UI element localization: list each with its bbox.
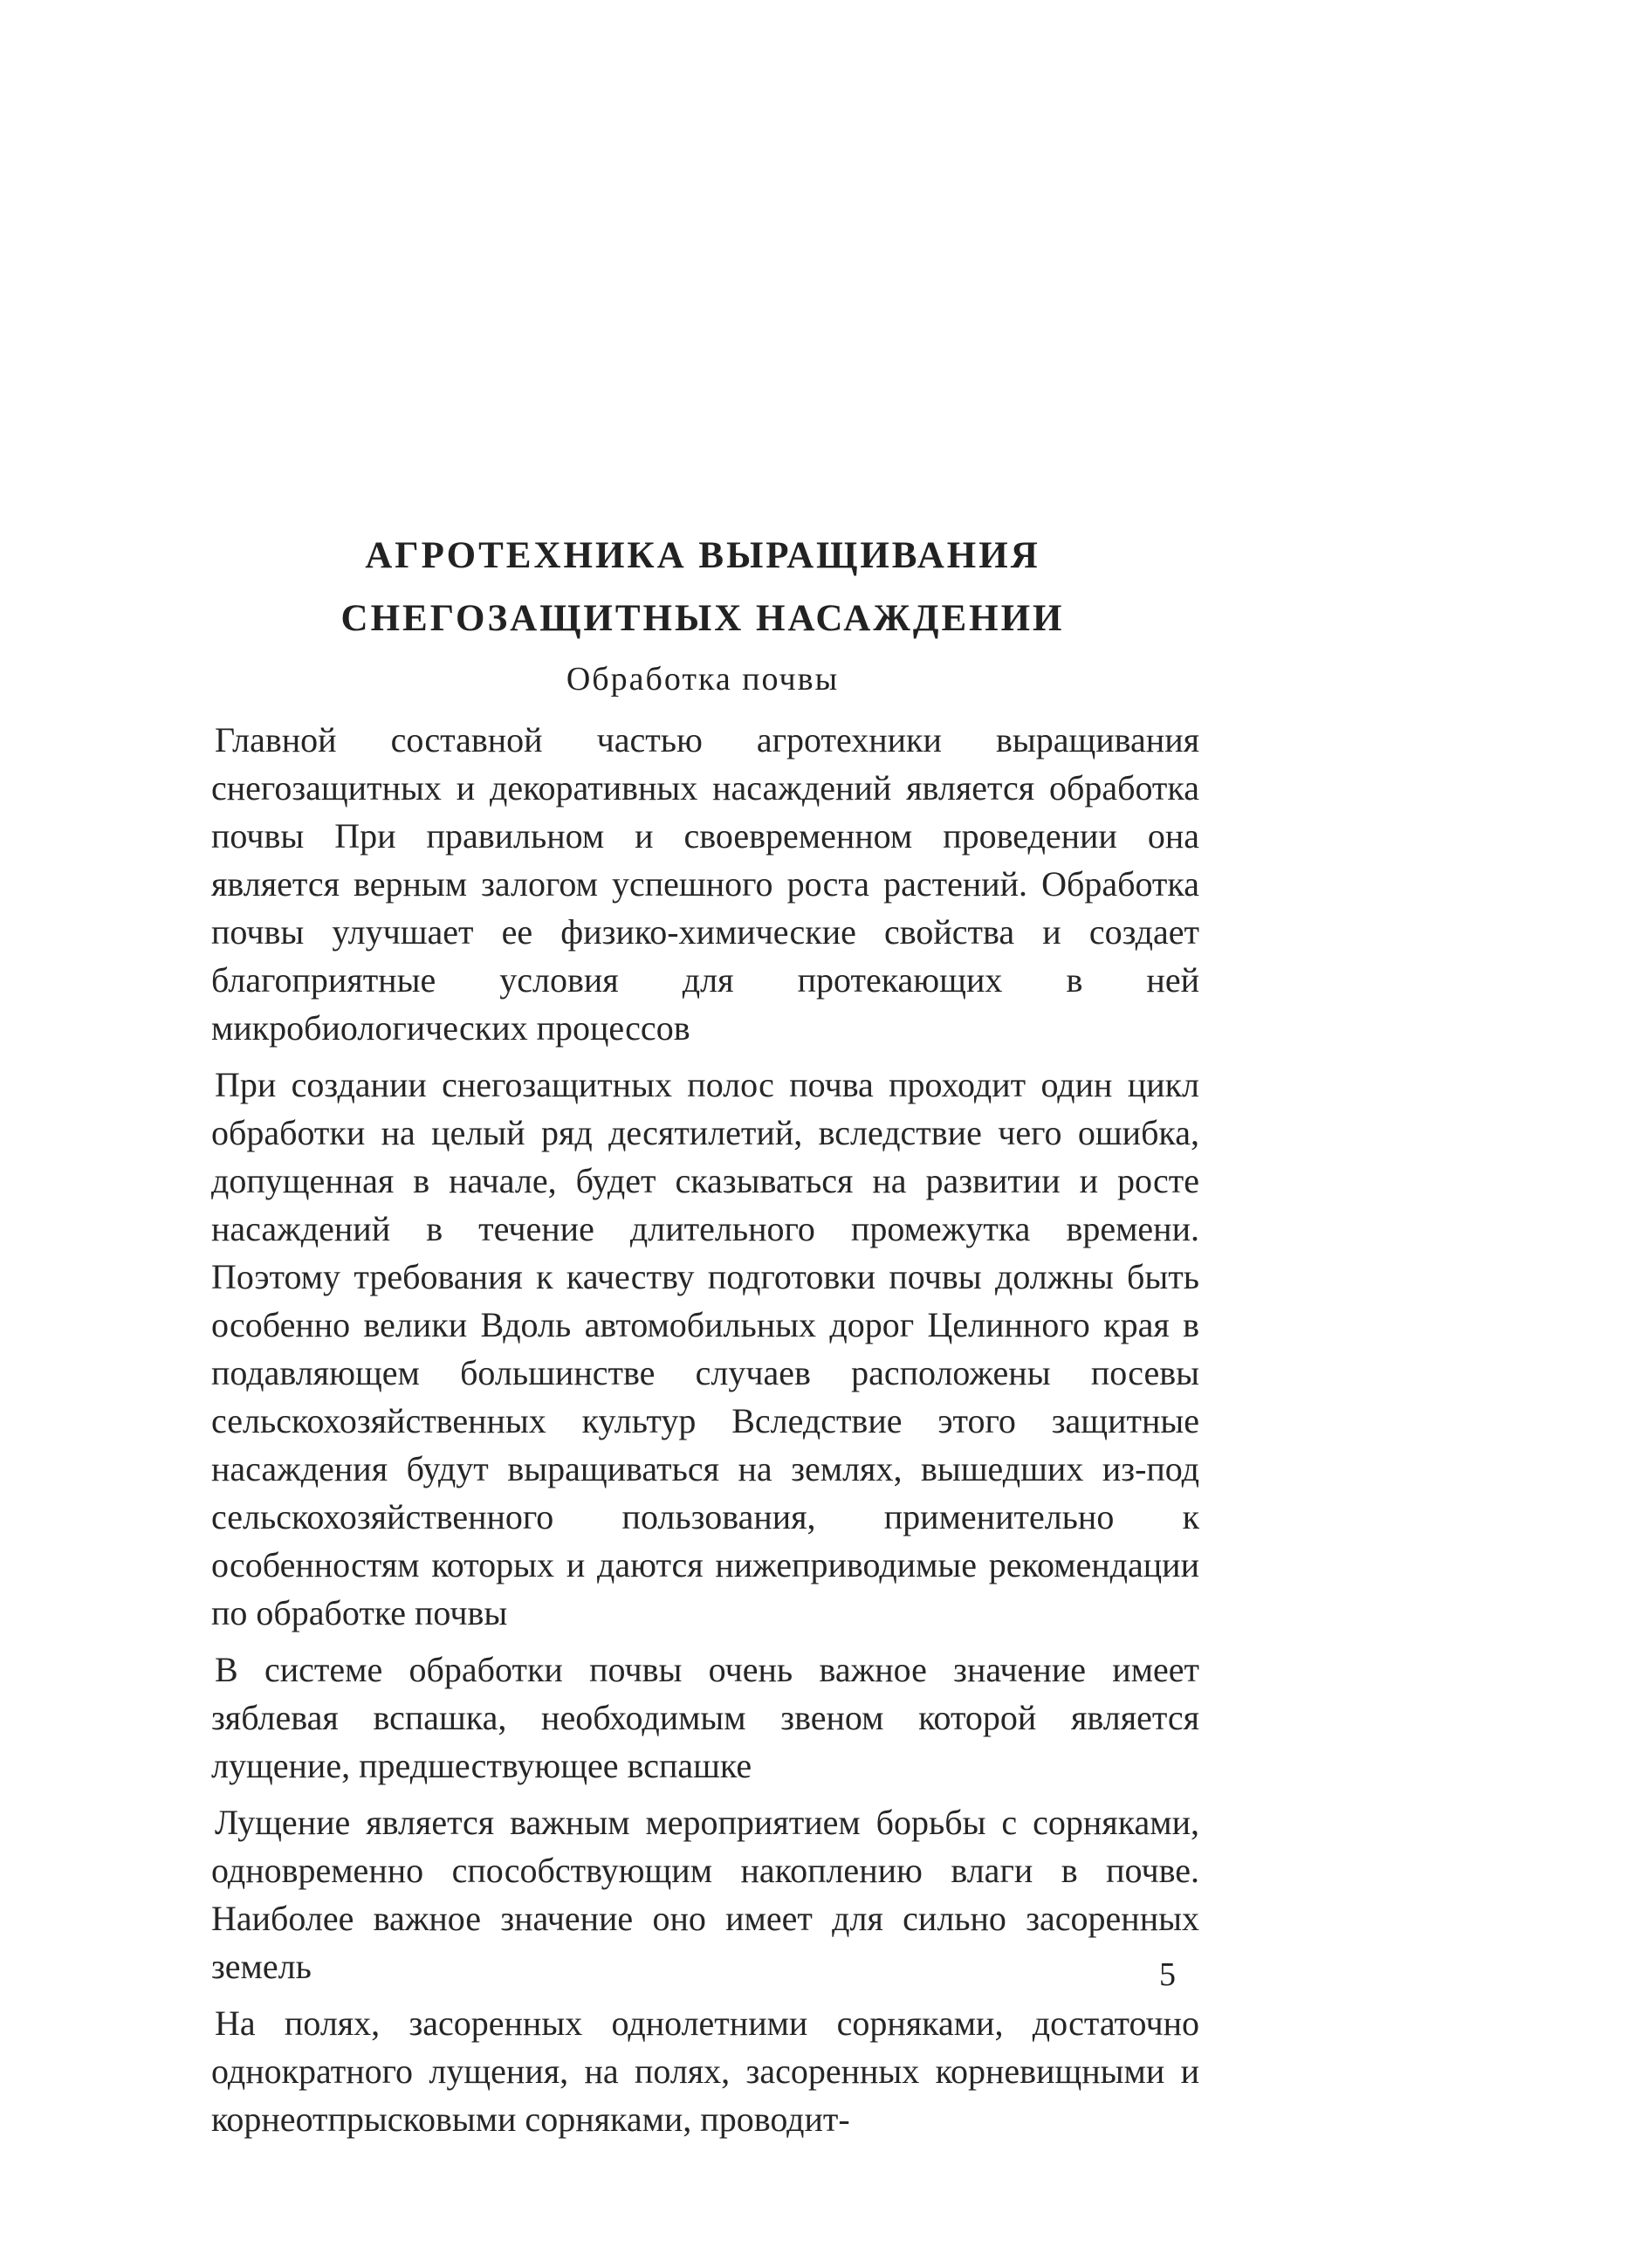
chapter-title-line-1: АГРОТЕХНИКА ВЫРАЩИВАНИЯ: [365, 535, 1040, 576]
section-subtitle: Обработка почвы: [566, 661, 840, 698]
page-number: 5: [1159, 1956, 1176, 1993]
paragraph-4: Лущение является важным мероприятием борьбы с сорняками, одновременно способствующим накоплению влаги в почве. Наиболее важное значение оно имеет для сильно засоренных земель: [211, 1803, 1199, 1986]
paragraph-5: На полях, засоренных однолетними сорняками, достаточно однократного лущения, на полях, засоренных корневищными и корнеотпрысковыми сорняками, проводит-: [211, 2003, 1199, 2139]
paragraph-2: При создании снегозащитных полос почва проходит один цикл обработки на целый ряд десятилетий, вследствие чего ошибка, допущенная в начале, будет сказываться на развитии и росте насаждений в течение длительного промежутка времени. Поэтому требования к качеству подготовки почвы должны быть особенно велики Вдоль автомобильных дорог Целинного края в подавляющем большинстве случаев расположены посевы сельскохозяйственных культур Вследствие этого защитные насаждения будут выращиваться на землях, вышедших из-под сельскохозяйственного пользования, применительно к особенностям которых и даются нижеприводимые рекомендации по обработке почвы: [211, 1065, 1199, 1632]
body-text: [211, 716, 1199, 2152]
paragraph-3: В системе обработки почвы очень важное значение имеет зяблевая вспашка, необходимым звеном которой является лущение, предшествующее вспашке: [211, 1650, 1199, 1785]
chapter-title-line-2: СНЕГОЗАЩИТНЫХ НАСАЖДЕНИИ: [340, 598, 1065, 639]
paragraph-1: Главной составной частью агротехники выращивания снегозащитных и декоративных насаждений является обработка почвы При правильном и своевременном проведении она является верным залогом успешного роста растений. Обработка почвы улучшает ее физико-химические свойства и создает благоприятные условия для протекающих в ней микробиологических процессов: [211, 720, 1199, 1048]
